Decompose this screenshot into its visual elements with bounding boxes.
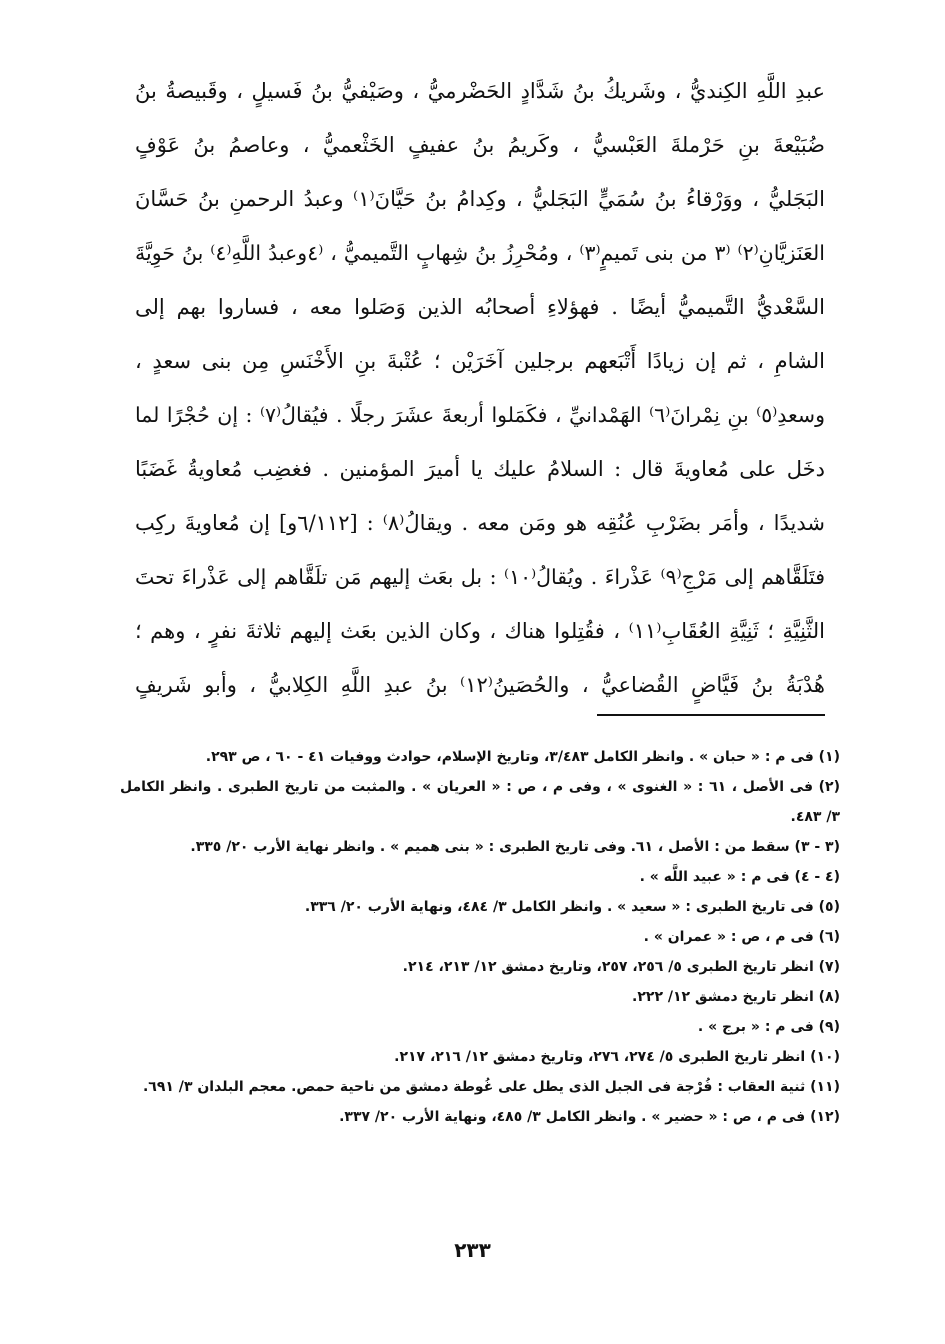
footnote-9: (٩) فى م : « برج » . bbox=[697, 1019, 840, 1035]
footnote-10: (١٠) انظر تاريخ الطبرى ٥/ ٢٧٤، ٢٧٦، وتاريخ دمشق ١٢/ ٢١٦، ٢١٧. bbox=[394, 1049, 840, 1065]
footnote-2: (٢) فى الأصل ، ٦١ : « الغنوى » ، وفى م ، ص : « العريان » . والمثبت من تاريخ الطبرى . وانظر الكامل bbox=[120, 779, 840, 795]
text-line: فتَلَقَّاهم إلى مَرْجِ⁽٩⁾ عَذْراءَ . ويُقالُ⁽١٠⁾ : بل بعَث إليهم مَن تلَقَّاهم إلى عَذْراءَ تحتَ bbox=[135, 565, 825, 589]
text-line: البَجَليُّ ، ووَرْقاءُ بنُ سُمَيٍّ البَجَليُّ ، وكِدامُ بنُ حَيَّانَ⁽١⁾ وعبدُ الرحمنِ بنُ حَسَّانَ bbox=[135, 187, 825, 211]
footnote-separator bbox=[597, 714, 825, 716]
text-line: السَّعْديُّ التَّميميُّ أيضًا . فهؤلاءِ أصحابُه الذين وَصَلوا معه ، فساروا بهم إلى bbox=[135, 295, 825, 319]
page-number: ٢٣٣ bbox=[454, 1238, 491, 1262]
footnote-5: (٥) فى تاريخ الطبرى : « سعيد » . وانظر الكامل ٣/ ٤٨٤، ونهاية الأرب ٢٠/ ٣٣٦. bbox=[304, 899, 840, 915]
text-line: الثَّنِيَّةِ ؛ ثَنِيَّةِ العُقَابِ⁽١١⁾ ، فقُتِلوا هناك ، وكان الذين بعَث إليهم ثلاثةَ نفرٍ ، وهم ؛ bbox=[135, 619, 825, 643]
footnotes bbox=[120, 742, 840, 1132]
text-line: هُدْبَةُ بنُ فَيَّاضٍ القُضاعيُّ ، والحُصَينُ⁽١٢⁾ بنُ عبدِ اللَّهِ الكِلابيُّ ، وأبو شَريفٍ bbox=[135, 673, 825, 697]
footnote-8: (٨) انظر تاريخ دمشق ١٢/ ٢٢٢. bbox=[632, 989, 840, 1005]
footnote-12: (١٢) فى م ، ص : « حضير » . وانظر الكامل ٣/ ٤٨٥، ونهاية الأرب ٢٠/ ٣٣٧. bbox=[339, 1109, 840, 1125]
footnote-3: (٣ - ٣) سقط من : الأصل ، ٦١. وفى تاريخ الطبرى : « بنى هميم » . وانظر نهاية الأرب ٢٠/ ٣٣٥. bbox=[190, 839, 840, 855]
footnote-6: (٦) فى م ، ص : « عمران » . bbox=[643, 929, 840, 945]
text-line: الشامِ ، ثم إن زيادًا أَتْبَعهم برجلين آخَرَيْن ؛ عُتْبةَ بنِ الأَخْنَسِ مِن بنى سعدٍ ، bbox=[135, 349, 825, 373]
main-text bbox=[135, 64, 825, 712]
text-line: العَنَزيَّانِ⁽٢⁾ ⁽٣ من بنى تَميمٍ⁽٣⁾ ، ومُحْرِزُ بنُ شِهابٍ التَّميميُّ ، ⁽٤وعبدُ اللَّهِ⁽٤⁾ بنُ حَوِيَّةَ bbox=[135, 241, 825, 265]
footnote-4: (٤ - ٤) فى م : « عبيد اللَّه » . bbox=[639, 869, 840, 885]
text-line: ضُبَيْعةَ بنِ حَرْملةَ العَبْسيُّ ، وكَريمُ بنُ عفيفٍ الخَثْعميُّ ، وعاصمُ بنُ عَوْفٍ bbox=[135, 133, 825, 157]
footnote-2-continued: ٣/ ٤٨٣. bbox=[790, 809, 840, 825]
text-line: شديدًا ، وأمَر بضَرْبِ عُنُقِه هو ومَن معه . ويقالُ⁽٨⁾ : [٦/١١٢و] إن مُعاويةَ ركِب bbox=[135, 511, 825, 535]
footnote-11: (١١) ثنية العقاب : فُرْجة فى الجبل الذى يطل على غُوطة دمشق من ناحية حمص. معجم البلدان ٣/ ٦٩١. bbox=[142, 1079, 840, 1095]
text-line: دخَل على مُعاويةَ قال : السلامُ عليك يا أميرَ المؤمنين . فغضِب مُعاويةُ غَضَبًا bbox=[135, 457, 825, 481]
footnote-7: (٧) انظر تاريخ الطبرى ٥/ ٢٥٦، ٢٥٧، وتاريخ دمشق ١٢/ ٢١٣، ٢١٤. bbox=[402, 959, 840, 975]
footnote-1: (١) فى م : « حبان » . وانظر الكامل ٣/٤٨٣، وتاريخ الإسلام، حوادث ووفيات ٤١ - ٦٠ ، ص ٢٩٣. bbox=[205, 749, 840, 765]
text-line: وسعدِ⁽٥⁾ بنِ نِمْرانَ⁽٦⁾ الهَمْدانيِّ ، فكَمَلوا أربعةَ عشَرَ رجلًا . فيُقالُ⁽٧⁾ : إن حُجْرًا لما bbox=[135, 403, 825, 427]
text-line: عبدِ اللَّهِ الكِنديُّ ، وشَريكُ بنُ شَدَّادٍ الحَضْرميُّ ، وصَيْفيُّ بنُ فَسيلٍ ، وقَبيصةُ بنُ bbox=[135, 79, 825, 103]
